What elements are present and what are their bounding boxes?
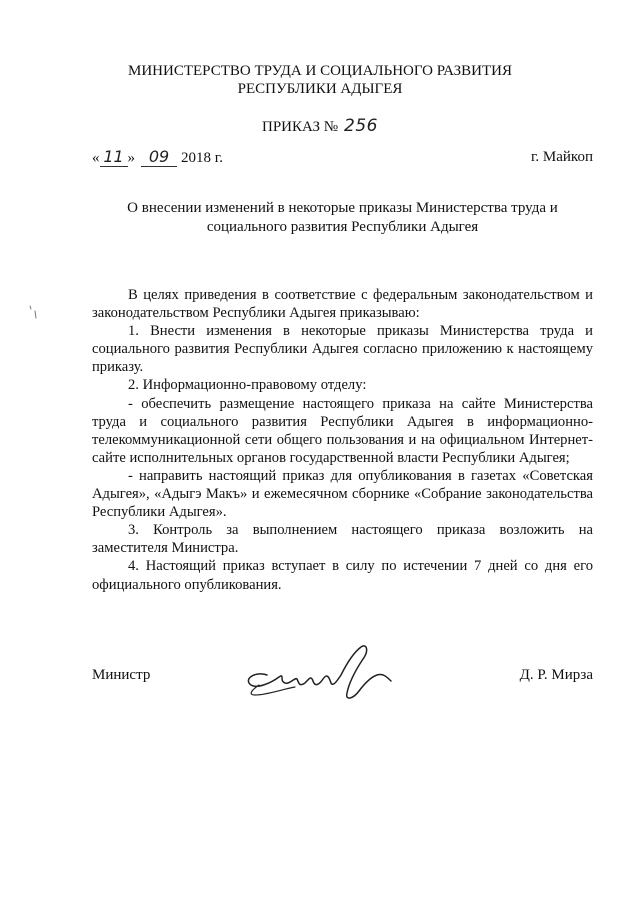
order-subject: О внесении изменений в некоторые приказы Министерства труда и социального развития Республики Адыгея: [127, 200, 558, 235]
date-year: 2018 г.: [181, 150, 223, 166]
order-title: ПРИКАЗ №: [261, 119, 339, 135]
signatory-title: Министр: [92, 667, 151, 683]
body-paragraph: 2. Информационно-правовому отделу:: [128, 377, 367, 394]
signature-block: [92, 667, 593, 727]
body-paragraph: 3. Контроль за выполнением настоящего приказа возложить на заместителя Министра.: [92, 522, 593, 557]
signatory-name: Д. Р. Мирза: [519, 667, 593, 683]
ministry-name-line-2: РЕСПУБЛИКИ АДЫГЕЯ: [237, 81, 403, 97]
date-month-blank: [141, 149, 177, 167]
handwritten-signature: [237, 637, 407, 707]
order-date: [92, 149, 223, 167]
margin-mark: [26, 302, 40, 322]
date-day-blank: [100, 149, 128, 167]
order-body: [92, 286, 593, 594]
body-paragraph: - направить настоящий приказ для опубликования в газетах «Советская Адыгея», «Адыгэ Макъ» и ежемесячном сборнике «Собрание законодательства Республики Адыгея».: [92, 467, 593, 521]
order-number-handwritten: 256: [344, 116, 378, 136]
date-open-quote: «: [92, 150, 100, 166]
date-month-handwritten: 09: [148, 147, 170, 166]
body-paragraph: 1. Внести изменения в некоторые приказы Министерства труда и социального развития Республики Адыгея согласно приложению к настоящему приказу.: [92, 323, 593, 376]
city: г. Майкоп: [530, 149, 593, 165]
body-paragraph: В целях приведения в соответствие с федеральным законодательством и законодательством Республики Адыгея приказываю:: [92, 287, 593, 322]
body-paragraph: 4. Настоящий приказ вступает в силу по истечении 7 дней со дня его официального опубликования.: [92, 558, 593, 593]
body-paragraph: - обеспечить размещение настоящего приказа на сайте Министерства труда и социального развития Республики Адыгея в информационно-телекоммуникационной сети общего пользования и на официальном Интернет-сайте исполнительных органов государственной власти Республики Адыгея;: [92, 395, 593, 466]
date-close-quote: »: [127, 150, 135, 166]
order-heading: [0, 116, 640, 136]
ministry-name-line-1: МИНИСТЕРСТВО ТРУДА И СОЦИАЛЬНОГО РАЗВИТИЯ: [128, 63, 512, 79]
date-day-handwritten: 11: [103, 147, 124, 166]
